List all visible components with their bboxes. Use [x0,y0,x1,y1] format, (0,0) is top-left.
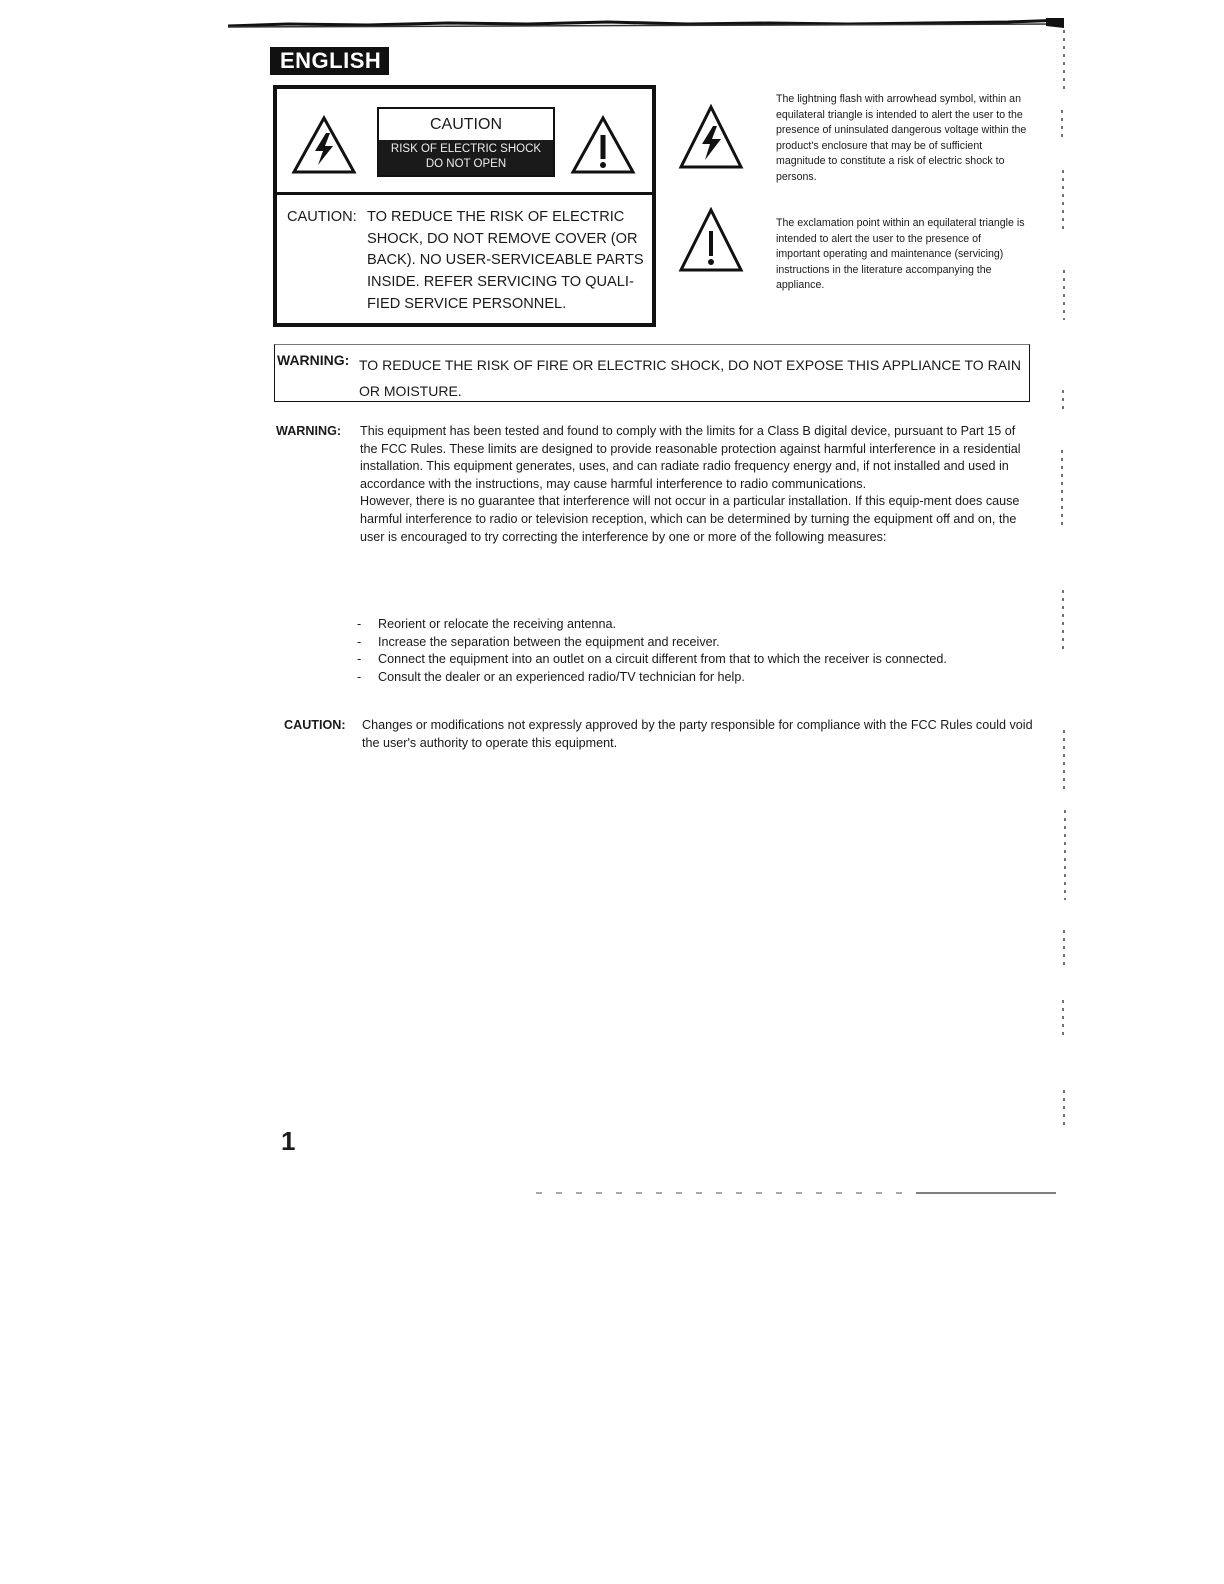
caution-label-header [277,89,652,195]
caution-label [377,107,555,177]
top-rule [228,18,1064,28]
list-item: - Reorient or relocate the receiving antenna. [357,616,1037,634]
moisture-warning-box [274,344,1030,402]
moisture-warning-label: WARNING: [277,352,350,368]
caution-label-risk [379,140,553,175]
exclamation-triangle-icon [678,207,744,273]
fcc-warning-label: WARNING: [276,424,342,438]
measures-list [357,616,1037,686]
exclamation-symbol-description: The exclamation point within an equilateral triangle is intended to alert the user to the presence of important operating and maintenance (servicing) instructions in the literature accompanying the appliance. [776,217,1025,292]
caution-label-line1: RISK OF ELECTRIC SHOCK [390,143,542,155]
caution-label-title: CAUTION [430,116,502,133]
list-item: - Increase the separation between the equipment and receiver. [357,634,1037,652]
fcc-warning [276,423,1036,546]
bottom-rule [536,1190,1056,1196]
list-item: - Consult the dealer or an experienced radio/TV technician for help. [357,669,1037,687]
caution-notice [287,207,647,316]
moisture-warning-text: TO REDUCE THE RISK OF FIRE OR ELECTRIC SHOCK, DO NOT EXPOSE THIS APPLIANCE TO RAIN OR MOISTURE. [359,357,1022,399]
lightning-triangle-icon [678,104,744,170]
fcc-caution [284,717,1044,752]
page-edge-artifact [1052,30,1072,1140]
fcc-warning-para2: However, there is no guarantee that interference will not occur in a particular installation. If this equip-ment does cause harmful interference to radio or television reception, which can be determined by turning the equipment off and on, the user is encouraged to try correcting the interference by one or more of the following measures: [360,494,1020,544]
caution-notice-label: CAUTION: [287,209,357,225]
list-item: - Connect the equipment into an outlet on a circuit different from that to which the receiver is connected. [357,651,1037,669]
fcc-caution-text: Changes or modifications not expressly approved by the party responsible for compliance with the FCC Rules could void the user's authority to operate this equipment. [362,718,1033,750]
lightning-symbol-description: The lightning flash with arrowhead symbol, within an equilateral triangle is intended to alert the user to the presence of uninsulated dangerous voltage within the product's enclosure that may be of sufficient magnitude to constitute a risk of electric shock to persons. [776,93,1027,183]
fcc-caution-label: CAUTION: [284,718,346,732]
page-number: 1 [281,1126,296,1156]
lightning-triangle-icon [291,115,357,175]
caution-notice-text: TO REDUCE THE RISK OF ELECTRIC SHOCK, DO NOT REMOVE COVER (OR BACK). NO USER-SERVICEABLE PARTS INSIDE. REFER SERVICING TO QUALI-FIED SERVICE PERSONNEL. [367,209,644,312]
caution-label-box [273,85,656,327]
section-label: ENGLISH [270,47,389,75]
fcc-warning-para1: This equipment has been tested and found to comply with the limits for a Class B digital device, pursuant to Part 15 of the FCC Rules. These limits are designed to provide reasonable protection against harmful interference in a residential installation. This equipment generates, uses, and can radiate radio frequency energy and, if not installed and used in accordance with the instructions, may cause harmful interference to radio communications. [360,424,1021,491]
caution-label-line2: DO NOT OPEN [425,158,507,170]
exclamation-triangle-icon [570,115,636,175]
